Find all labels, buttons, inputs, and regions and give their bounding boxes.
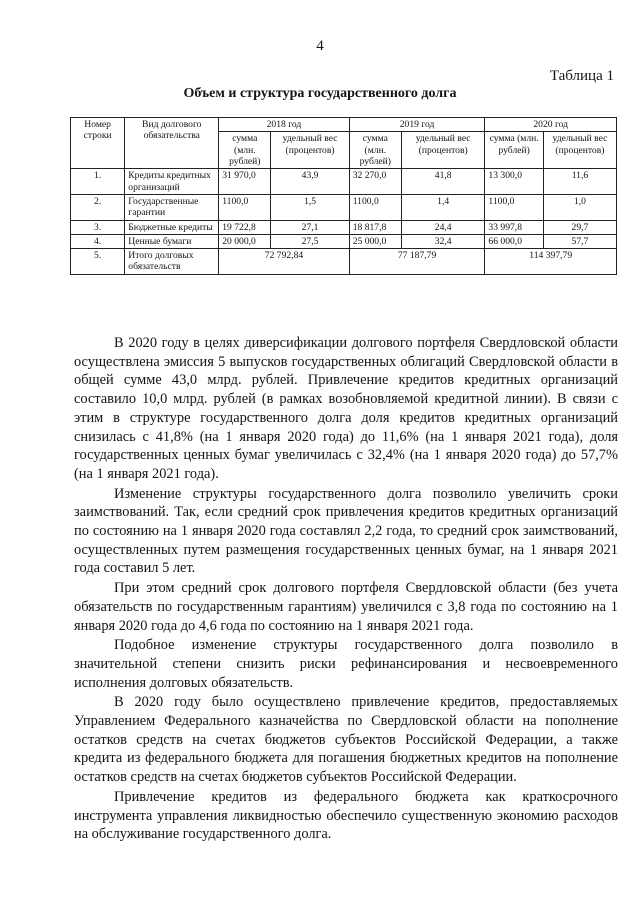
sum-2020: 33 997,8 [485, 220, 543, 234]
body-text [74, 334, 618, 844]
row-debt-type: Бюджетные кредиты [125, 220, 219, 234]
row-number: 2. [71, 194, 125, 220]
paragraph: Подобное изменение структуры государственного долга позволило в значительной степени снизить риски рефинансирования и несвоевременного исполнения долговых обязательств. [74, 637, 618, 691]
row-debt-type: Ценные бумаги [125, 234, 219, 248]
table-header-row [71, 118, 617, 132]
header-year-2019: 2019 год [349, 118, 485, 132]
share-2020: 29,7 [543, 220, 616, 234]
sum-2019: 25 000,0 [349, 234, 401, 248]
table-total-row [71, 249, 617, 275]
row-number: 1. [71, 169, 125, 195]
share-2018: 27,1 [271, 220, 349, 234]
header-sum-2020: сумма (млн. рублей) [485, 132, 543, 169]
sum-2019: 32 270,0 [349, 169, 401, 195]
table-row [71, 169, 617, 195]
table-caption: Таблица 1 [549, 68, 614, 84]
total-2020: 114 397,79 [485, 249, 617, 275]
sum-2019: 1100,0 [349, 194, 401, 220]
share-2019: 24,4 [401, 220, 485, 234]
sum-2020: 1100,0 [485, 194, 543, 220]
header-debt-type: Вид долгового обязательства [125, 118, 219, 169]
share-2019: 1,4 [401, 194, 485, 220]
header-share-2020: удельный вес (процентов) [543, 132, 616, 169]
share-2019: 32,4 [401, 234, 485, 248]
table-row [71, 194, 617, 220]
row-debt-type: Государственные гарантии [125, 194, 219, 220]
page-number: 4 [316, 38, 324, 54]
total-2018: 72 792,84 [219, 249, 349, 275]
table-row [71, 234, 617, 248]
sum-2020: 13 300,0 [485, 169, 543, 195]
share-2020: 57,7 [543, 234, 616, 248]
sum-2018: 20 000,0 [219, 234, 271, 248]
sum-2018: 1100,0 [219, 194, 271, 220]
header-row-number: Номер строки [71, 118, 125, 169]
header-year-2020: 2020 год [485, 118, 617, 132]
share-2019: 41,8 [401, 169, 485, 195]
header-sum-2019: сумма (млн. рублей) [349, 132, 401, 169]
table-row [71, 220, 617, 234]
paragraph: Изменение структуры государственного долга позволило увеличить сроки заимствований. Так, если средний срок привлечения кредитов кредитных организаций по состоянию на 1 января 2020 года составлял 2,2 года, то средний срок заимствований, осуществленных путем размещения государственных ценных бумаг, на 1 января 2021 года составил 5 лет. [74, 485, 618, 577]
row-number: 5. [71, 249, 125, 275]
share-2020: 11,6 [543, 169, 616, 195]
header-share-2019: удельный вес (процентов) [401, 132, 485, 169]
paragraph: При этом средний срок долгового портфеля Свердловской области (без учета обязательств по государственным гарантиям) увеличился с 3,8 года по состоянию на 1 января 2020 года до 4,6 года по состоянию на 1 января 2021 года. [74, 580, 618, 634]
sum-2018: 31 970,0 [219, 169, 271, 195]
paragraph: В 2020 году в целях диверсификации долгового портфеля Свердловской области осуществлена эмиссия 5 выпусков государственных облигаций Свердловской области в общей сумме 43,0 млрд. рублей. Привлечение кредитов кредитных организаций составило 10,0 млрд. рублей (в рамках возобновляемой кредитной линии). В связи с этим в структуре государственного долга доля кредитов кредитных организаций снизилась с 41,8% (на 1 января 2020 года) до 11,6% (на 1 января 2021 года), доля государственных ценных бумаг увеличилась с 32,4% (на 1 января 2020 года) до 57,7% (на 1 января 2021 года). [74, 335, 618, 482]
share-2020: 1,0 [543, 194, 616, 220]
row-debt-type: Итого долговых обязательств [125, 249, 219, 275]
debt-table [70, 117, 617, 275]
sum-2020: 66 000,0 [485, 234, 543, 248]
header-year-2018: 2018 год [219, 118, 349, 132]
table-title: Объем и структура государственного долга [183, 86, 457, 101]
row-number: 4. [71, 234, 125, 248]
row-debt-type: Кредиты кредитных организаций [125, 169, 219, 195]
share-2018: 27,5 [271, 234, 349, 248]
paragraph: Привлечение кредитов из федерального бюджета как краткосрочного инструмента управления ликвидностью обеспечило существенную экономию расходов на обслуживание государственного долга. [74, 788, 618, 843]
paragraph: В 2020 году было осуществлено привлечение кредитов, предоставляемых Управлением Федерального казначейства по Свердловской области на пополнение остатков средств на счетах бюджетов субъектов Российской Федерации, а также кредита из федерального бюджета для погашения бюджетных кредитов на пополнение остатков средств на счетах бюджетов субъектов Российской Федерации. [74, 694, 618, 786]
sum-2018: 19 722,8 [219, 220, 271, 234]
total-2019: 77 187,79 [349, 249, 485, 275]
row-number: 3. [71, 220, 125, 234]
share-2018: 1,5 [271, 194, 349, 220]
header-sum-2018: сумма (млн. рублей) [219, 132, 271, 169]
header-share-2018: удельный вес (процентов) [271, 132, 349, 169]
sum-2019: 18 817,8 [349, 220, 401, 234]
share-2018: 43,9 [271, 169, 349, 195]
